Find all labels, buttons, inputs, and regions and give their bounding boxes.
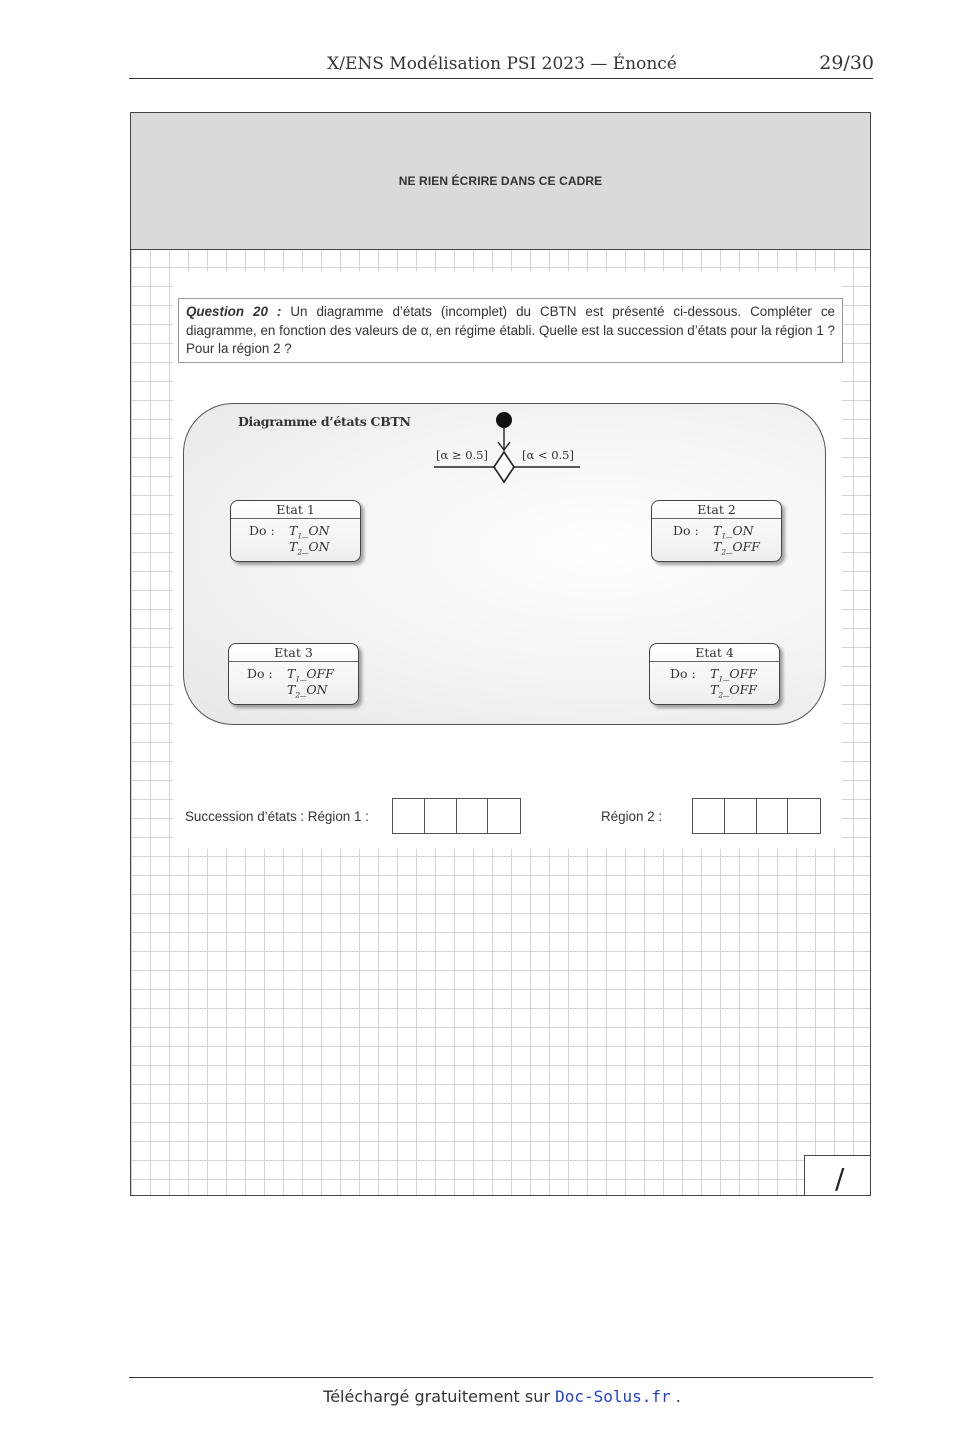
state-do-label: Do : xyxy=(670,666,696,681)
state-t1-value: ON xyxy=(308,523,330,538)
answer-frame xyxy=(130,112,871,1196)
state-t1-value: OFF xyxy=(306,666,334,681)
guard-right-label: [α < 0.5] xyxy=(522,448,574,462)
state-etat-3: Etat 3 Do : $T_1\_OFF$ $T_2\_ON$ xyxy=(228,643,359,705)
region2-label: Région 2 : xyxy=(601,809,663,824)
state-t2-value: OFF xyxy=(732,539,760,554)
state-etat-4: Etat 4 Do : $T_1\_OFF$ $T_2\_OFF$ xyxy=(649,643,780,705)
score-slash-icon xyxy=(805,1156,871,1196)
guard-left-label: [α ≥ 0.5] xyxy=(436,448,488,462)
initial-state-icon xyxy=(496,412,512,428)
state-name: Etat 4 xyxy=(650,644,779,662)
answer-cell[interactable] xyxy=(393,799,425,833)
state-name: Etat 2 xyxy=(652,501,781,519)
footer-divider xyxy=(129,1377,873,1378)
state-do-label: Do : xyxy=(673,523,699,538)
header-title: X/ENS Modélisation PSI 2023 — Énoncé xyxy=(327,54,677,74)
answer-cell[interactable] xyxy=(488,799,520,833)
footer xyxy=(0,1387,980,1406)
state-etat-2: Etat 2 Do : $T_1\_ON$ $T_2\_OFF$ xyxy=(651,500,782,562)
state-do-label: Do : xyxy=(249,523,275,538)
state-name: Etat 1 xyxy=(231,501,360,519)
footer-suffix: . xyxy=(675,1387,681,1406)
state-name: Etat 3 xyxy=(229,644,358,662)
state-t2-value: ON xyxy=(306,682,328,697)
question-box xyxy=(178,298,843,363)
answer-cell[interactable] xyxy=(725,799,757,833)
footer-text: Téléchargé gratuitement sur xyxy=(323,1387,550,1406)
region1-answer-boxes[interactable] xyxy=(392,798,521,834)
state-diagram xyxy=(183,403,826,725)
score-mark: / xyxy=(835,1162,845,1195)
answer-cell[interactable] xyxy=(693,799,725,833)
question-text: Un diagramme d’états (incomplet) du CBTN est présenté ci-dessous. Compléter ce diagramme, en fonction des valeurs de α, en régime établi. Quelle est la succession d’états pour la région 1 ? Pour la région 2 ? xyxy=(186,304,836,356)
answer-cell[interactable] xyxy=(425,799,457,833)
state-t2-value: OFF xyxy=(729,682,757,697)
region1-label: Succession d’états : Région 1 : xyxy=(185,809,369,824)
question-label: Question 20 : xyxy=(186,304,282,319)
state-do-label: Do : xyxy=(247,666,273,681)
no-write-banner: NE RIEN ÉCRIRE DANS CE CADRE xyxy=(131,113,870,250)
diagram-title: Diagramme d’états CBTN xyxy=(238,414,411,429)
page-number: 29/30 xyxy=(819,52,874,74)
answer-cell[interactable] xyxy=(457,799,489,833)
state-t1-value: ON xyxy=(732,523,754,538)
region2-answer-boxes[interactable] xyxy=(692,798,821,834)
answer-cell[interactable] xyxy=(788,799,820,833)
decision-node-icon xyxy=(494,452,514,482)
state-t2-value: ON xyxy=(308,539,330,554)
answer-cell[interactable] xyxy=(757,799,789,833)
state-etat-1: Etat 1 Do : $T_1\_ON$ $T_2\_ON$ xyxy=(230,500,361,562)
state-t1-value: OFF xyxy=(729,666,757,681)
header-divider xyxy=(129,78,873,79)
footer-link[interactable]: Doc-Solus.fr xyxy=(555,1387,671,1406)
score-box xyxy=(804,1155,870,1195)
